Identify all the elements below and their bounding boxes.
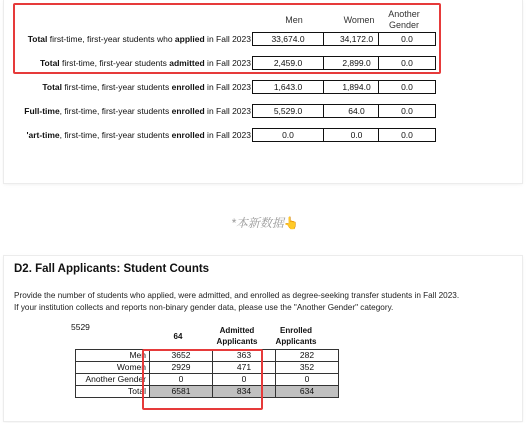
cell-another-gender: 0.0 [378, 128, 436, 142]
column-header-admitted: Admitted Applicants [216, 326, 258, 346]
section-description-line-2: If your institution collects and reports non-binary gender data, please use the "Another Gender" category. [14, 303, 394, 312]
row-label: Full-time, first-time, first-year students enrolled in Fall 2023 [24, 106, 251, 116]
cell-women: 1,894.0 [323, 80, 390, 94]
section-description-line-1: Provide the number of students who applied, were admitted, and enrolled as degree-seeking transfer students in Fall 2023. [14, 291, 460, 300]
cell-women: 2,899.0 [323, 56, 390, 70]
row-label: 'art-time, first-time, first-year students enrolled in Fall 2023 [26, 130, 251, 140]
column-header-another-gender: Another Gender [388, 9, 420, 30]
cell-admitted: 471 [213, 362, 276, 374]
d2-panel [4, 256, 522, 421]
cell-applicants: 3652 [150, 350, 213, 362]
highlight-box-applied-admitted [13, 3, 441, 74]
cell-another-gender: 0.0 [378, 32, 436, 46]
row-label: Another Gender [76, 374, 150, 386]
row-label: Total first-time, first-year students enrolled in Fall 2023 [42, 82, 251, 92]
cell-applicants: 2929 [150, 362, 213, 374]
table-row-enrolled [4, 80, 522, 94]
cell-admitted: 363 [213, 350, 276, 362]
highlight-box-applicants-admitted [142, 349, 263, 410]
cell-applicants: 0 [150, 374, 213, 386]
cell-another-gender: 0.0 [378, 80, 436, 94]
cell-men: 1,643.0 [252, 80, 324, 94]
reference-number: 5529 [71, 322, 90, 332]
row-label: Women [76, 362, 150, 374]
section-title: D2. Fall Applicants: Student Counts [14, 263, 210, 275]
table-row-part-time [4, 128, 522, 142]
cell-women: 34,172.0 [323, 32, 390, 46]
cell-men: 5,529.0 [252, 104, 324, 118]
cell-admitted: 0 [213, 374, 276, 386]
new-data-note [0, 214, 530, 231]
cell-men: 0.0 [252, 128, 324, 142]
column-header-men: Men [285, 15, 303, 25]
cell-another-gender: 0.0 [378, 104, 436, 118]
pointing-hand-icon: 👆 [283, 216, 299, 230]
cell-men: 33,674.0 [252, 32, 324, 46]
cell-women: 0.0 [323, 128, 390, 142]
row-label: Total first-time, first-year students who applied in Fall 2023 [27, 34, 251, 44]
cell-enrolled: 352 [276, 362, 339, 374]
cell-another-gender: 0.0 [378, 56, 436, 70]
cell-enrolled: 0 [276, 374, 339, 386]
column-header-enrolled: Enrolled Applicants [275, 326, 317, 346]
row-label: Total first-time, first-year students admitted in Fall 2023 [39, 58, 251, 68]
cell-enrolled: 634 [276, 386, 339, 398]
row-label: Men [76, 350, 150, 362]
cell-men: 2,459.0 [252, 56, 324, 70]
column-header-applicants: 64 [173, 332, 183, 341]
note-text: *本新数据 [231, 216, 284, 230]
column-header-women: Women [343, 15, 375, 25]
cell-enrolled: 282 [276, 350, 339, 362]
row-label: Total [76, 386, 150, 398]
table-row-full-time [4, 104, 522, 118]
cell-admitted: 834 [213, 386, 276, 398]
cell-applicants: 6581 [150, 386, 213, 398]
cell-women: 64.0 [323, 104, 390, 118]
